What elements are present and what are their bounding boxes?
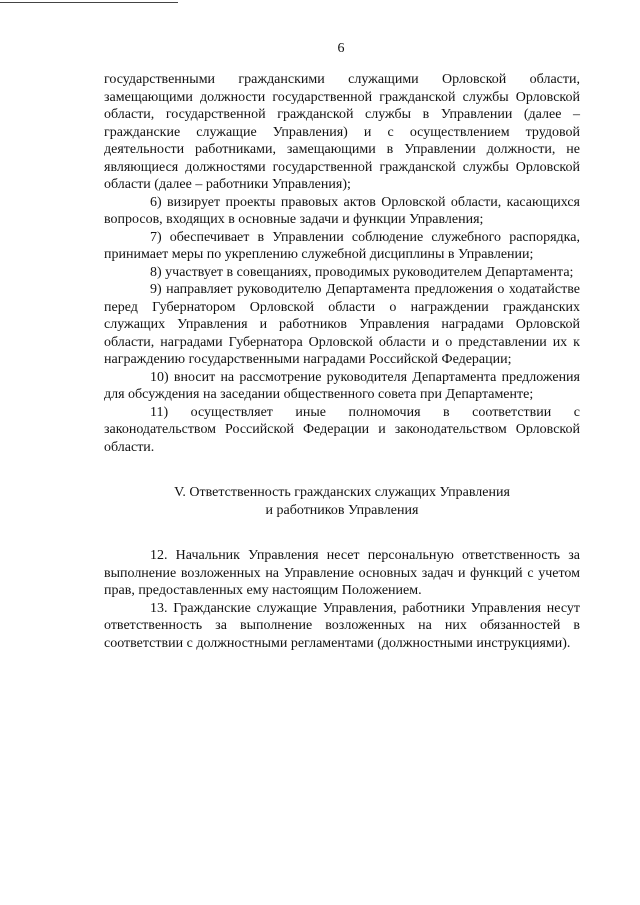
section-heading-line: V. Ответственность гражданских служащих Управления (174, 485, 510, 500)
section-heading (104, 484, 580, 519)
top-rule (0, 2, 178, 3)
clause-paragraph: 13. Гражданские служащие Управления, работники Управления несут ответственность за выполнение возложенных на них обязанностей в соответствии с должностными регламентами (должностными инструкциями). (104, 600, 580, 651)
list-item: 8) участвует в совещаниях, проводимых руководителем Департамента; (150, 264, 574, 280)
section-heading-line: и работников Управления (265, 502, 419, 518)
list-item: 6) визирует проекты правовых актов Орловской области, касающихся вопросов, входящих в основные задачи и функции Управления; (104, 194, 580, 227)
continuation-paragraph: государственными гражданскими служащими Орловской области, замещающими должности государственной гражданской службы Орловской области, государственной гражданской службы в Управлении (далее – гражданские служащие Управления) и с осуществлением трудовой деятельности работниками, замещающими в Управлении должности, не являющиеся должностями государственной гражданской службы Орловской области (далее – работники Управления); (104, 72, 580, 192)
list-item: 11) осуществляет иные полномочия в соответствии с законодательством Российской Федерации и законодательством Орловской области. (104, 404, 580, 455)
list-item: 10) вносит на рассмотрение руководителя Департамента предложения для обсуждения на заседании общественного совета при Департаменте; (104, 369, 580, 402)
page-number: 6 (337, 41, 345, 56)
clause-paragraph: 12. Начальник Управления несет персональную ответственность за выполнение возложенных на Управление основных задач и функций с учетом прав, предоставленных ему настоящим Положением. (104, 548, 580, 598)
list-item: 7) обеспечивает в Управлении соблюдение служебного распорядка, принимает меры по укреплению служебной дисциплины в Управлении; (104, 229, 580, 262)
document-body (104, 71, 580, 652)
list-item: 9) направляет руководителю Департамента предложения о ходатайстве перед Губернатором Орловской области о награждении гражданских служащих Управления и работников Управления наградами Орловской области, наградами Губернатора Орловской области и о представлении их к награждению государственными наградами Российской Федерации; (104, 282, 580, 367)
